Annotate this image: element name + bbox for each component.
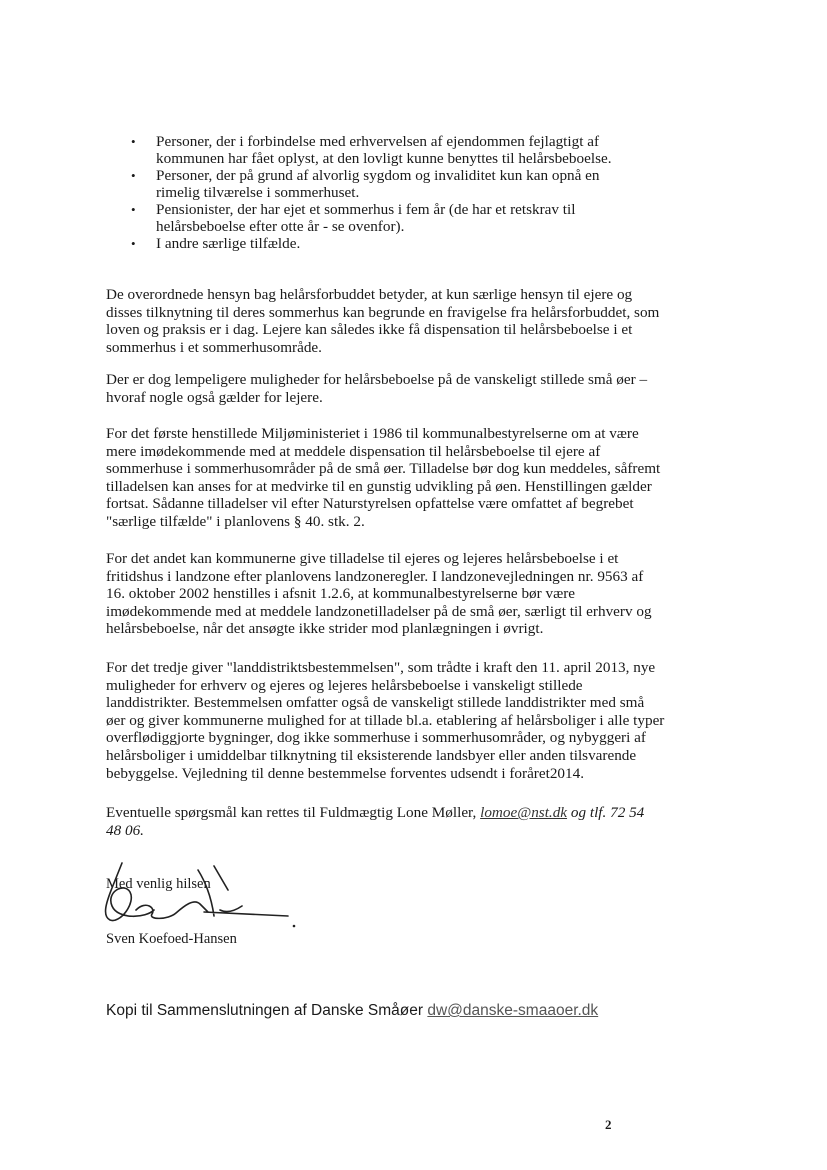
list-item: • Pensionister, der har ejet et sommerhus i fem år (de har et retskrav til helårsbeboelse efter otte år - se ovenfor). <box>131 201 576 235</box>
paragraph-second: For det andet kan kommunerne give tilladelse til ejeres og lejeres helårsbeboelse i et fritidshus i landzone efter planlovens landzoneregler. I landzonevejledningen nr. 9563 af 16. oktober 2002 henstilles i afsnit 1.2.6, at kommunalbestyrelserne bør være imødekommende med at meddele landzonetilladelser på de små øer, særligt til erhverv og helårsbeboelse, når det ansøgte ikke strider mod planlægningen i øvrigt. <box>106 550 652 638</box>
bullet-list <box>106 133 646 252</box>
signature-icon <box>96 858 296 933</box>
copy-line: Kopi til Sammenslutningen af Danske Småøer dw@danske-smaaoer.dk <box>106 1002 599 1019</box>
bullet-icon: • <box>131 168 136 183</box>
paragraph-smaa-oeer: Der er dog lempeligere muligheder for helårsbeboelse på de vanskeligt stillede små øer – hvoraf nogle også gælder for lejere. <box>106 371 648 406</box>
page-number: 2 <box>605 1117 612 1132</box>
bullet-icon: • <box>131 202 136 217</box>
bullet-icon: • <box>131 134 136 149</box>
paragraph-first: For det første henstillede Miljøministeriet i 1986 til kommunalbestyrelserne om at være mere imødekommende med at meddele dispensation til helårsbeboelse til ejere af sommerhuse i sommerhusområder på de små øer. Tilladelse bør dog kun meddeles, såfremt tilladelsen kan anses for at medvirke til en gunstig udvikling på øen. Henstillingen gælder fortsat. Sådanne tilladelser vil efter Naturstyrelsen opfattelse være omfattet af begrebet "særlige tilfælde" i planlovens § 40. stk. 2. <box>106 425 661 530</box>
contact-paragraph: Eventuelle spørgsmål kan rettes til Fuldmægtig Lone Møller, lomoe@nst.dk og tlf. 72 54 48 06. <box>106 804 645 839</box>
copy-email-link[interactable]: dw@danske-smaaoer.dk <box>427 1002 599 1019</box>
signer-name: Sven Koefoed-Hansen <box>106 931 237 947</box>
contact-phone: og tlf. 72 54 48 06. <box>106 804 645 839</box>
list-item: • I andre særlige tilfælde. <box>131 235 301 252</box>
closing-greeting: Med venlig hilsen <box>106 876 211 892</box>
list-item: • Personer, der på grund af alvorlig sygdom og invaliditet kun kan opnå en rimelig tilværelse i sommerhuset. <box>131 167 600 201</box>
contact-email-link[interactable]: lomoe@nst.dk <box>480 804 568 821</box>
bullet-icon: • <box>131 236 136 251</box>
paragraph-helaarsforbud: De overordnede hensyn bag helårsforbuddet betyder, at kun særlige hensyn til ejere og disses tilknytning til deres sommerhus kan begrunde en fravigelse fra helårsforbuddet, som loven og praksis er i dag. Lejere kan således ikke få dispensation til helårsbeboelse i et sommerhus i et sommerhusområde. <box>106 286 660 356</box>
list-item: • Personer, der i forbindelse med erhvervelsen af ejendommen fejlagtigt af kommunen har fået oplyst, at den lovligt kunne benyttes til helårsbeboelse. <box>131 133 612 167</box>
paragraph-third: For det tredje giver "landdistriktsbestemmelsen", som trådte i kraft den 11. april 2013, nye muligheder for erhverv og ejeres og lejeres helårsbeboelse i vanskeligt stillede landdistrikter. Bestemmelsen omfatter også de vanskeligt stillede landdistrikter med små øer og giver kommunerne mulighed for at tillade bl.a. etablering af helårsboliger i alle typer overflødiggjorte bygninger, dog ikke sommerhuse i sommerhusområder, og nybyggeri af helårsboliger i umiddelbar tilknytning til eksisterende landsbyer eller anden tilsvarende bebyggelse. Vejledning til denne bestemmelse forventes udsendt i foråret2014. <box>106 659 665 782</box>
